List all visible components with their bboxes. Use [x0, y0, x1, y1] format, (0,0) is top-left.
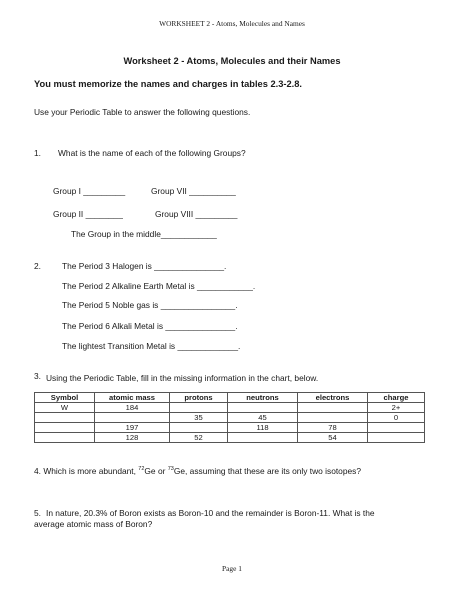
table-cell: 54 [298, 433, 368, 443]
worksheet-title: Worksheet 2 - Atoms, Molecules and their Names [123, 56, 341, 66]
table-cell [298, 403, 368, 413]
table-cell: 78 [298, 423, 368, 433]
question-4-number: 4. [34, 466, 41, 476]
table-cell: W [35, 403, 95, 413]
table-row [35, 423, 425, 433]
table-cell [35, 423, 95, 433]
isotope-2-mass: 73 [167, 466, 174, 472]
question-2-line: The Period 3 Halogen is _______________. [62, 261, 227, 271]
question-2-line: The Period 6 Alkali Metal is _______________. [62, 321, 238, 331]
group-ii-blank: Group II ________ [53, 209, 123, 219]
question-3-number: 3. [34, 371, 41, 381]
table-cell [170, 423, 228, 433]
table-cell [170, 403, 228, 413]
table-header-row [35, 393, 425, 403]
question-2-number: 2. [34, 261, 41, 271]
question-1-text: What is the name of each of the following Groups? [58, 148, 246, 158]
table-cell: 45 [228, 413, 298, 423]
isotope-1-symbol: Ge [144, 466, 156, 476]
question-4-text-after: , assuming that these are its only two isotopes? [185, 466, 362, 476]
table-cell: 35 [170, 413, 228, 423]
table-row [35, 403, 425, 413]
table-cell: 52 [170, 433, 228, 443]
header-atomic-mass: atomic mass [95, 393, 170, 403]
group-i-blank: Group I _________ [53, 186, 126, 196]
table-row [35, 433, 425, 443]
header-symbol: Symbol [35, 393, 95, 403]
question-5-line-1: In nature, 20.3% of Boron exists as Boron-10 and the remainder is Boron-11. What is the [46, 508, 375, 518]
header-electrons: electrons [298, 393, 368, 403]
memorize-note: You must memorize the names and charges in tables 2.3-2.8. [34, 79, 302, 89]
table-cell: 118 [228, 423, 298, 433]
question-4-text-before: Which is more abundant, [43, 466, 136, 476]
table-cell [368, 423, 425, 433]
table-cell [35, 413, 95, 423]
question-1-number: 1. [34, 148, 41, 158]
page-number: Page 1 [222, 564, 242, 573]
table-cell [95, 413, 170, 423]
question-4 [34, 466, 361, 476]
table-cell: 2+ [368, 403, 425, 413]
running-header: WORKSHEET 2 - Atoms, Molecules and Names [159, 19, 305, 28]
group-viii-blank: Group VIII _________ [155, 209, 238, 219]
atom-info-table [34, 392, 425, 443]
question-2-line: The Period 2 Alkaline Earth Metal is ____________. [62, 281, 256, 291]
question-3-text: Using the Periodic Table, fill in the missing information in the chart, below. [46, 373, 319, 383]
isotope-1-mass: 72 [138, 466, 145, 472]
table-cell: 128 [95, 433, 170, 443]
question-2-line: The lightest Transition Metal is _____________. [62, 341, 241, 351]
question-5-number: 5. [34, 508, 41, 518]
group-vii-blank: Group VII __________ [151, 186, 236, 196]
group-middle-blank: The Group in the middle____________ [71, 229, 217, 239]
table-row [35, 413, 425, 423]
table-cell [368, 433, 425, 443]
table-cell: 0 [368, 413, 425, 423]
table-cell: 197 [95, 423, 170, 433]
instruction-text: Use your Periodic Table to answer the following questions. [34, 107, 251, 117]
table-cell [228, 433, 298, 443]
table-cell [228, 403, 298, 413]
table-cell: 184 [95, 403, 170, 413]
table-cell [35, 433, 95, 443]
header-protons: protons [170, 393, 228, 403]
question-4-or: or [157, 466, 166, 476]
table-cell [298, 413, 368, 423]
isotope-2-symbol: Ge [173, 466, 186, 476]
question-2-line: The Period 5 Noble gas is ________________. [62, 300, 238, 310]
header-neutrons: neutrons [228, 393, 298, 403]
question-5-line-2: average atomic mass of Boron? [34, 519, 153, 529]
header-charge: charge [368, 393, 425, 403]
